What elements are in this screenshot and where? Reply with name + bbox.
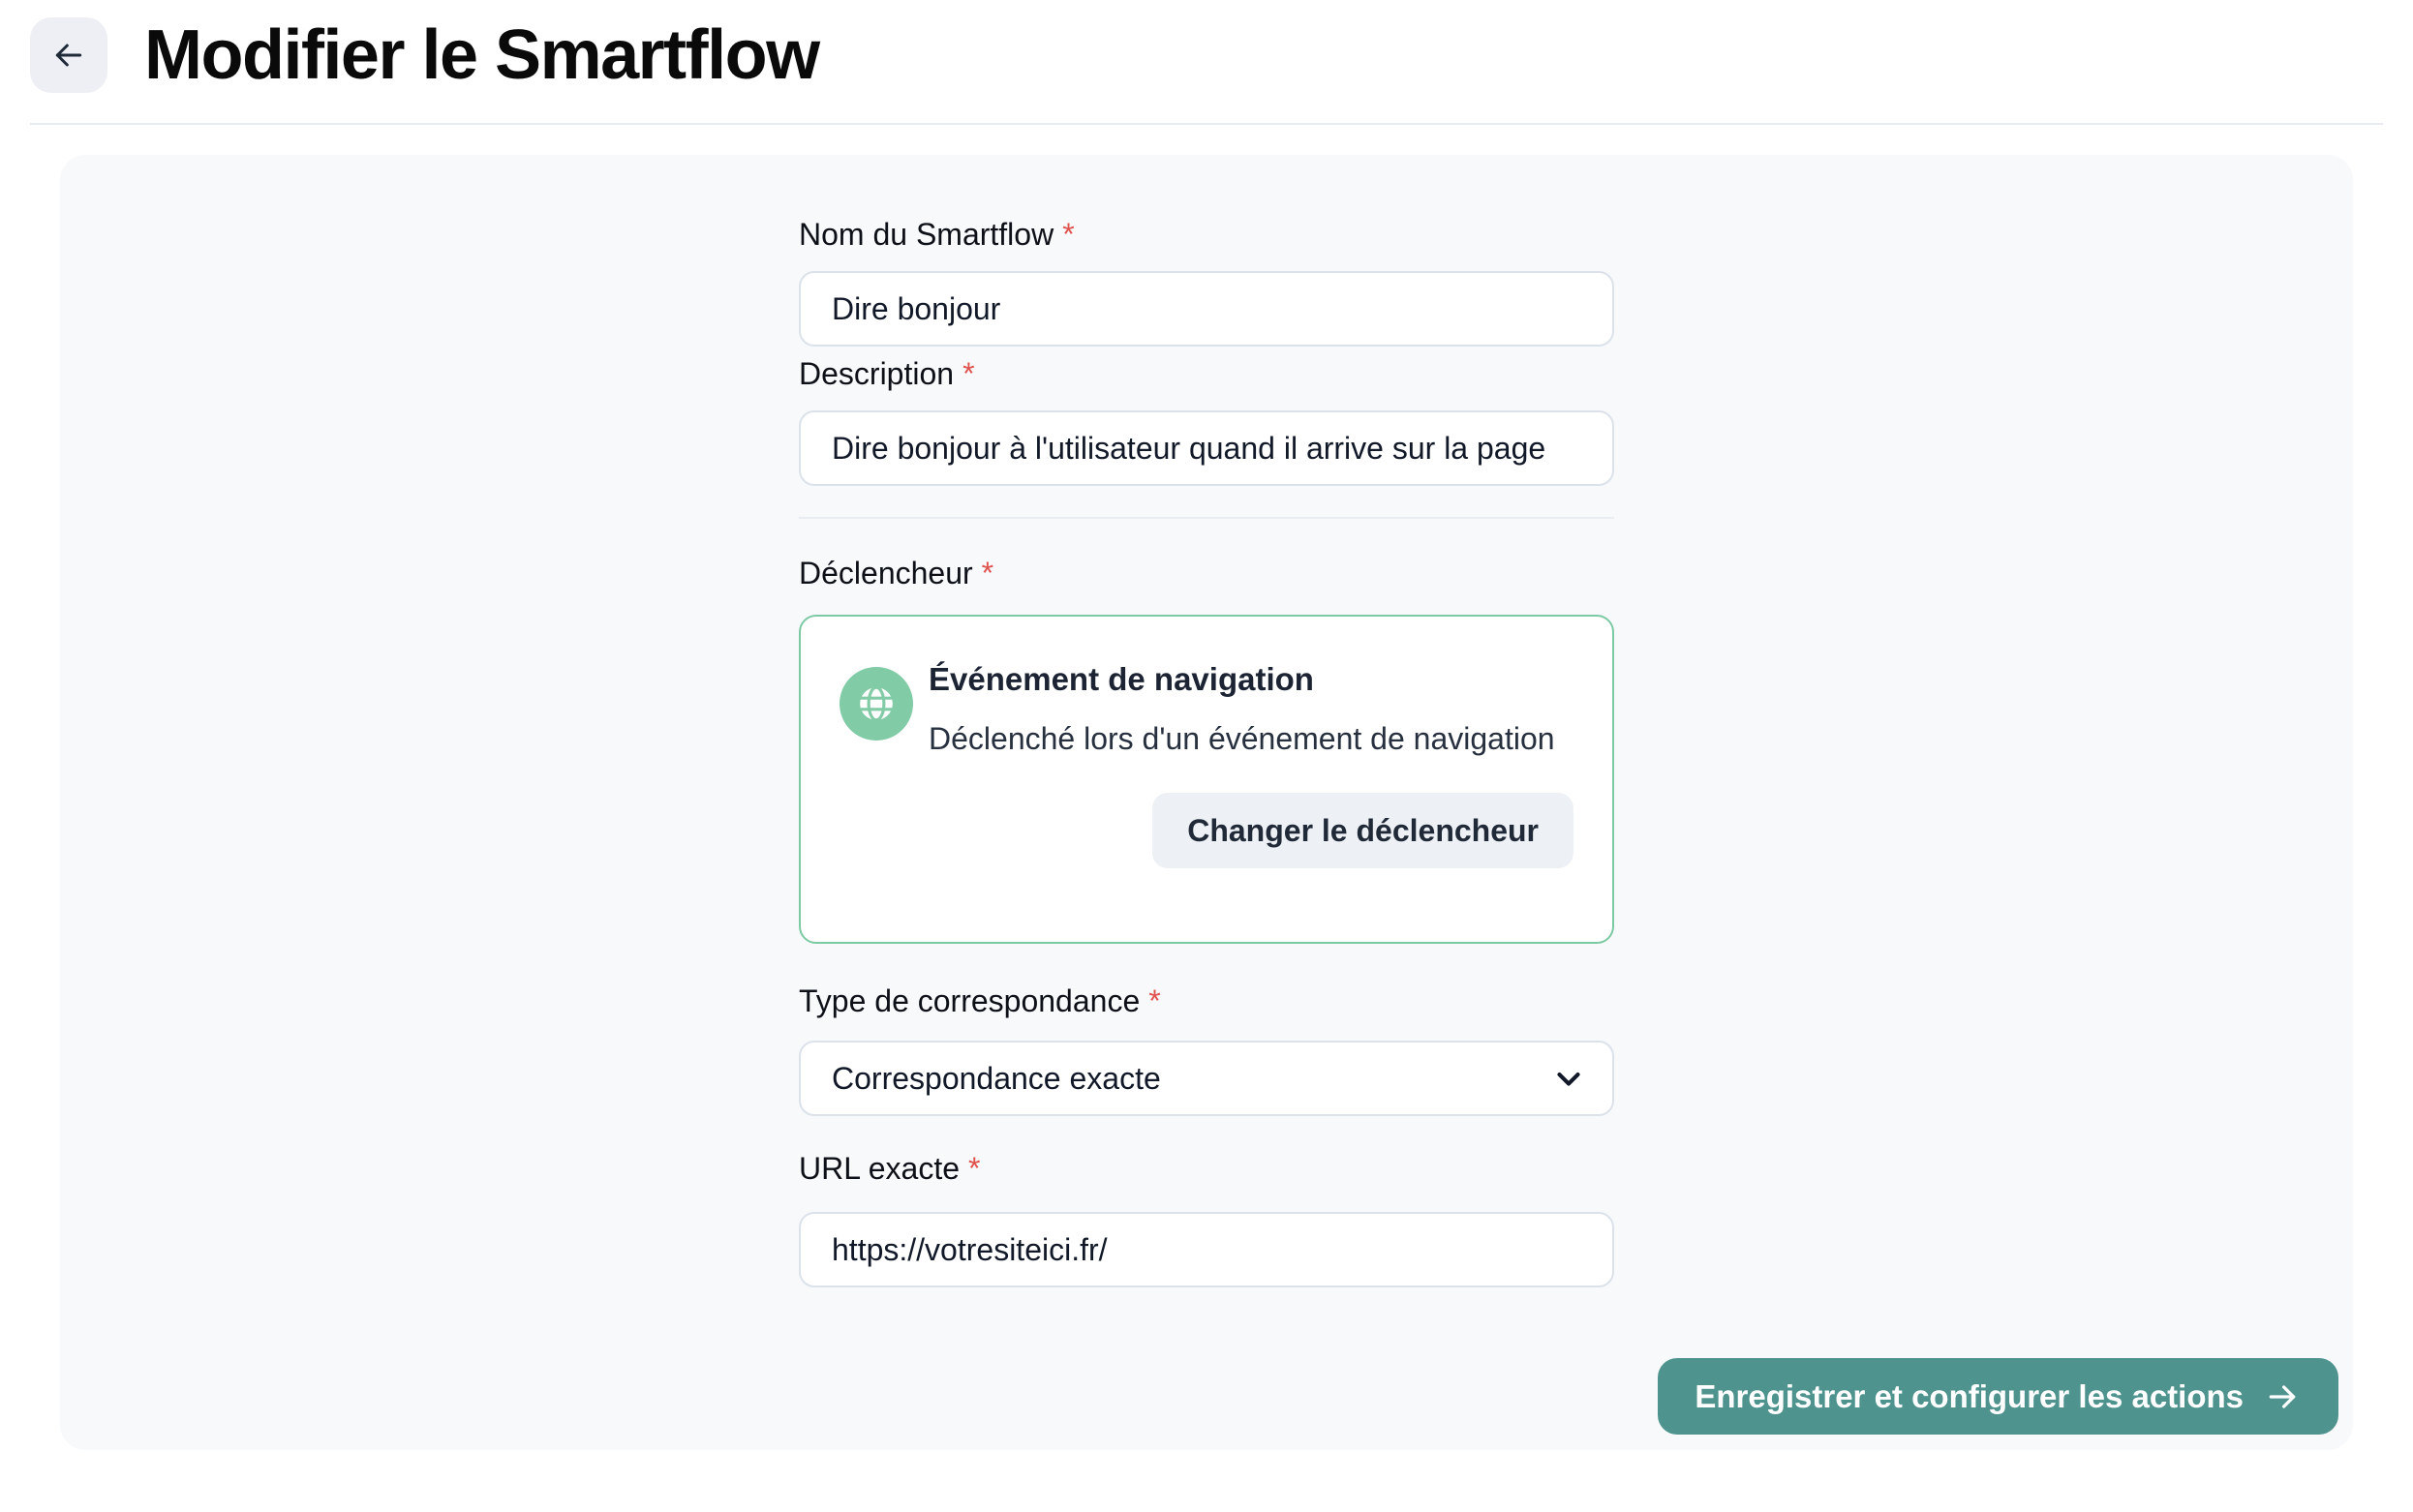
match-type-label-text: Type de correspondance xyxy=(799,983,1141,1018)
section-divider xyxy=(799,517,1614,519)
required-asterisk: * xyxy=(962,356,975,391)
header-divider xyxy=(30,123,2383,125)
page-title: Modifier le Smartflow xyxy=(144,15,819,94)
match-type-selected-value: Correspondance exacte xyxy=(832,1060,1161,1096)
trigger-label xyxy=(799,554,1614,592)
trigger-label-text: Déclencheur xyxy=(799,556,973,590)
back-button[interactable] xyxy=(30,17,107,93)
required-asterisk: * xyxy=(1062,217,1075,252)
trigger-row xyxy=(840,659,1573,758)
chevron-down-icon xyxy=(1550,1060,1587,1097)
required-asterisk: * xyxy=(1148,983,1161,1018)
url-label xyxy=(799,1149,1614,1188)
selected-trigger-card xyxy=(799,615,1614,944)
name-input[interactable] xyxy=(799,271,1614,347)
url-input[interactable] xyxy=(799,1212,1614,1287)
submit-label: Enregistrer et configurer les actions xyxy=(1695,1377,2244,1414)
save-and-configure-button[interactable] xyxy=(1658,1358,2338,1435)
description-label xyxy=(799,354,1614,393)
globe-icon xyxy=(840,667,913,741)
url-label-text: URL exacte xyxy=(799,1151,960,1186)
header xyxy=(0,0,2413,123)
name-label xyxy=(799,215,1614,254)
required-asterisk: * xyxy=(968,1151,981,1186)
name-label-text: Nom du Smartflow xyxy=(799,217,1054,252)
form-column xyxy=(799,155,1614,1287)
trigger-button-row xyxy=(840,793,1573,868)
trigger-title: Événement de navigation xyxy=(929,661,1314,697)
form-card xyxy=(60,155,2353,1450)
trigger-description: Déclenché lors d'un événement de navigation xyxy=(929,721,1555,756)
trigger-texts xyxy=(929,659,1555,758)
footer-row xyxy=(1658,1358,2338,1435)
arrow-left-icon xyxy=(49,36,88,75)
match-type-select[interactable] xyxy=(799,1041,1614,1116)
arrow-right-icon xyxy=(2263,1377,2302,1416)
change-trigger-button[interactable]: Changer le déclencheur xyxy=(1152,793,1573,868)
description-input[interactable] xyxy=(799,410,1614,486)
required-asterisk: * xyxy=(981,556,994,590)
match-type-label xyxy=(799,982,1614,1020)
description-label-text: Description xyxy=(799,356,955,391)
